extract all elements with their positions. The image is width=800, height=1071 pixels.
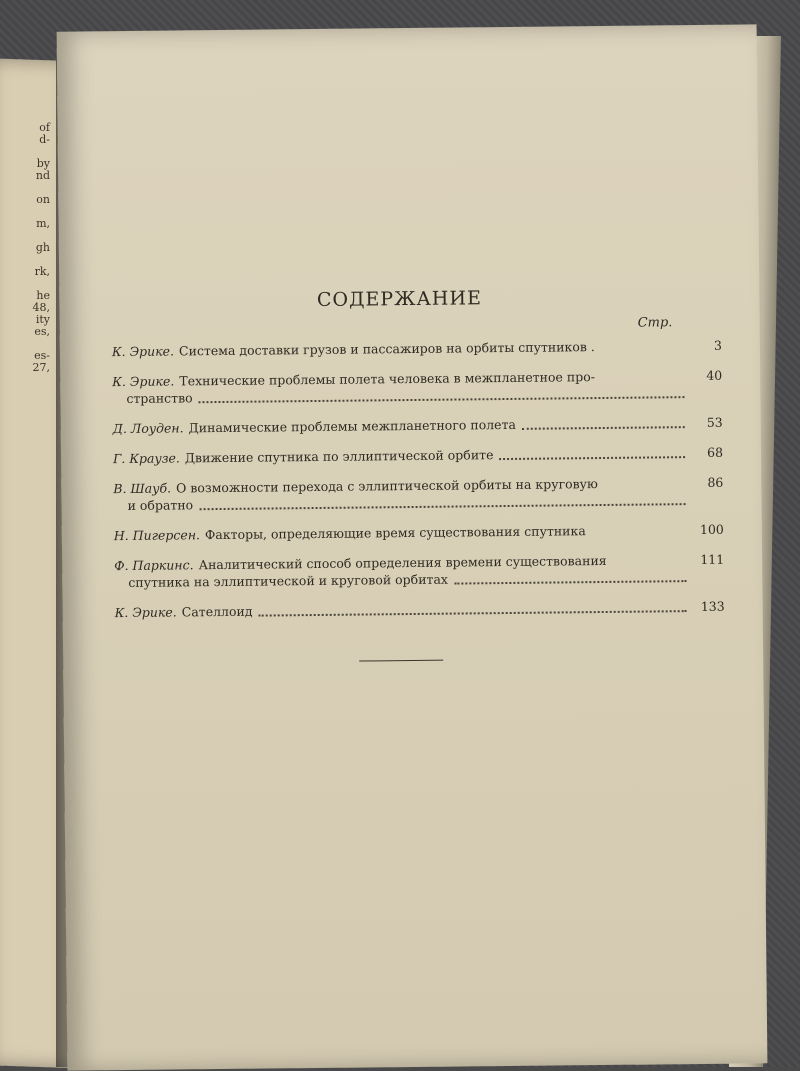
leader-dots <box>499 455 685 460</box>
left-fragment: ity <box>35 313 50 326</box>
toc-page-number: 100 <box>699 521 724 537</box>
toc-author: К. Эрике. <box>112 373 175 390</box>
leader-dots <box>522 425 685 430</box>
toc-author: К. Эрике. <box>114 604 177 621</box>
leader-dots <box>199 395 685 403</box>
toc-page-number: 86 <box>707 474 724 490</box>
toc-title-line: Динамические проблемы межпланетного полета <box>188 416 516 436</box>
toc-entry <box>113 474 724 514</box>
left-fragment: on <box>36 193 50 206</box>
toc-title-line: Движение спутника по эллиптической орбите <box>184 447 494 466</box>
toc-entry <box>113 521 724 544</box>
toc-author: Д. Лоуден. <box>112 420 184 437</box>
leader-dots <box>199 502 685 510</box>
toc-page-number: 40 <box>706 367 723 383</box>
page-title: СОДЕРЖАНИЕ <box>316 287 482 311</box>
toc-author: Ф. Паркинс. <box>114 557 194 574</box>
toc-author: В. Шауб. <box>113 480 172 497</box>
toc-entry <box>114 551 725 591</box>
left-fragment: gh <box>35 241 50 254</box>
left-fragment: m, <box>36 217 50 230</box>
left-fragment: es, <box>34 325 50 338</box>
toc-title-line: спутника на эллиптической и круговой орбитах <box>128 571 448 590</box>
toc-entry <box>112 414 723 437</box>
left-fragment: of <box>39 121 50 134</box>
page-column-header: Стр. <box>637 315 673 331</box>
leader-dots <box>259 609 687 616</box>
left-fragment: he <box>36 289 50 302</box>
toc-page-number: 3 <box>713 337 722 353</box>
toc-title-line: О возможности перехода с эллиптической орбиты на круговую <box>175 476 598 496</box>
left-page-text <box>0 122 50 374</box>
left-fragment: rk, <box>34 265 50 278</box>
left-fragment: nd <box>35 169 50 182</box>
left-fragment: d- <box>39 133 50 146</box>
right-page <box>57 24 768 1070</box>
toc-entry <box>112 444 724 467</box>
toc-title-line: и обратно <box>127 497 194 513</box>
toc-entry <box>111 337 722 360</box>
toc-title-line: Технические проблемы полета человека в межпланетное про- <box>179 369 596 389</box>
toc-title-line: странство <box>126 390 193 406</box>
toc-author: К. Эрике. <box>111 343 175 360</box>
left-fragment: by <box>36 157 50 170</box>
toc-title-line: Факторы, определяющие время существования спутника <box>204 523 586 543</box>
left-fragment: 27, <box>32 361 50 374</box>
table-of-contents <box>111 337 725 634</box>
section-divider <box>359 660 443 662</box>
toc-page-number: 111 <box>700 551 725 567</box>
toc-title-line: Система доставки грузов и пассажиров на орбиты спутников . <box>178 339 595 359</box>
left-fragment: 48, <box>32 301 50 314</box>
toc-title-line: Сателлоид <box>181 603 253 620</box>
left-fragment: es- <box>34 349 50 362</box>
toc-entry <box>114 598 725 621</box>
toc-title-line: Аналитический способ определения времени существования <box>198 552 607 573</box>
toc-page-number: 53 <box>706 414 723 430</box>
toc-page-number: 133 <box>700 598 725 614</box>
toc-author: Г. Краузе. <box>112 450 180 467</box>
toc-author: Н. Пигерсен. <box>113 527 201 544</box>
leader-dots <box>454 579 686 584</box>
toc-entry <box>112 367 723 407</box>
toc-page-number: 68 <box>707 444 724 460</box>
